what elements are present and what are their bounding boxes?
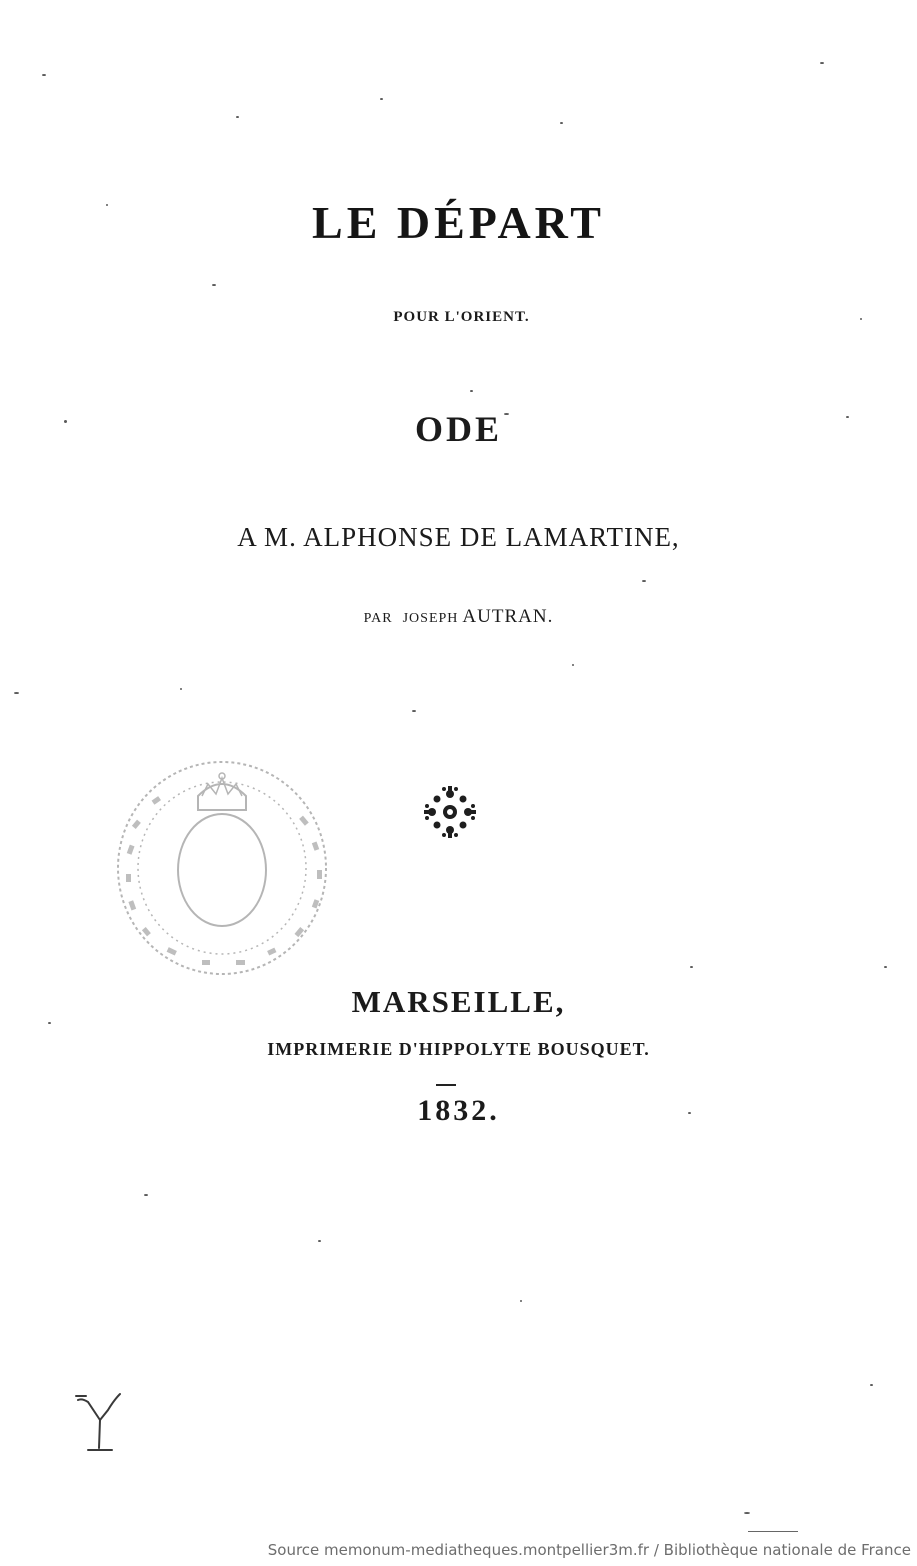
author-prefix: PAR [363, 611, 393, 626]
speck [42, 74, 46, 76]
author-line [0, 606, 917, 628]
speck [572, 664, 574, 666]
footer-rule [748, 1531, 798, 1532]
speck [318, 1240, 321, 1242]
dedication-line: A M. ALPHONSE DE LAMARTINE, [237, 522, 680, 552]
imprint-printer: IMPRIMERIE D'HIPPOLYTE BOUSQUET. [267, 1039, 650, 1059]
shelfmark-y [72, 1390, 132, 1456]
speck [690, 966, 693, 968]
speck [144, 1194, 148, 1196]
imprint-year: 1832. [417, 1094, 500, 1127]
source-attribution: Source memonum-mediatheques.montpellier3m.fr / Bibliothèque nationale de France [267, 1541, 911, 1559]
speck [884, 966, 887, 968]
speck [380, 98, 383, 100]
speck [48, 1022, 51, 1024]
speck [642, 580, 646, 582]
speck [180, 688, 182, 690]
author-last-name: AUTRAN. [462, 606, 554, 627]
imprint-rule [436, 1084, 456, 1086]
speck [744, 1512, 750, 1514]
speck [412, 710, 416, 712]
speck [212, 284, 216, 286]
speck [560, 122, 563, 124]
speck [820, 62, 824, 64]
book-title: LE DÉPART [312, 197, 605, 248]
book-subtitle: POUR L'ORIENT. [393, 309, 530, 325]
author-first-name: JOSEPH [402, 611, 459, 626]
speck [470, 390, 473, 392]
imprint-city: MARSEILLE, [351, 984, 566, 1019]
speck [14, 692, 19, 694]
printers-ornament [420, 782, 480, 842]
speck [870, 1384, 873, 1386]
library-stamp [112, 752, 334, 980]
speck [520, 1300, 522, 1302]
genre-heading: ODE [414, 409, 502, 449]
speck [236, 116, 239, 118]
